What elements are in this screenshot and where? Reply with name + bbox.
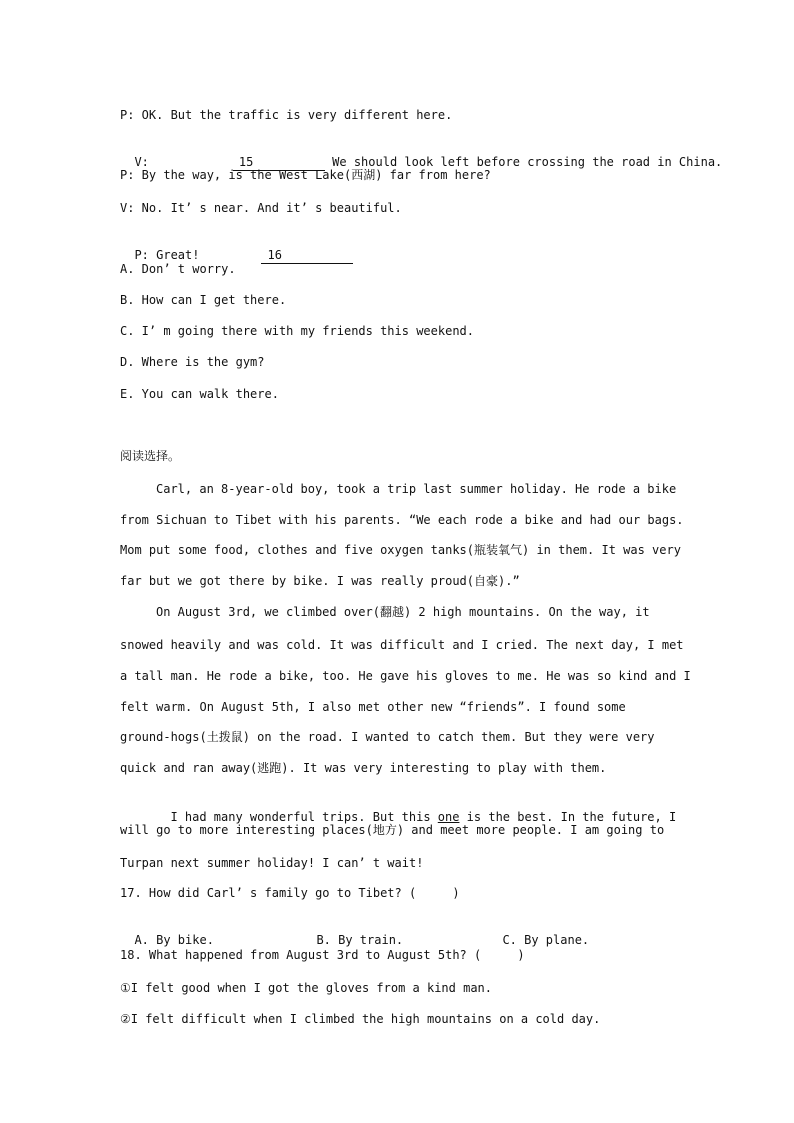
answer-blank-16[interactable]: 16 [261, 247, 353, 264]
underlined-word: one [437, 810, 460, 824]
dialogue-text: We should look left before crossing the road in China. [332, 155, 723, 169]
statement-2: ②I felt difficult when I climbed the high mountains on a cold day. [120, 1012, 601, 1026]
passage-line: On August 3rd, we climbed over(翻越) 2 high mountains. On the way, it [156, 605, 650, 619]
choice-c: C. By plane. [502, 933, 590, 947]
option-c: C. I’ m going there with my friends this weekend. [120, 324, 475, 338]
question-17: 17. How did Carl’ s family go to Tibet? ( ) [120, 886, 460, 900]
option-e: E. You can walk there. [120, 387, 279, 401]
option-b: B. How can I get there. [120, 293, 287, 307]
passage-line: I had many wonderful trips. But this one is the best. In the future, I [170, 810, 677, 824]
passage-line: will go to more interesting places(地方) and meet more people. I am going to [120, 823, 665, 837]
passage-line: quick and ran away(逃跑). It was very interesting to play with them. [120, 761, 607, 775]
passage-line: felt warm. On August 5th, I also met other new “friends”. I found some [120, 700, 626, 714]
choice-a: A. By bike. [134, 933, 214, 947]
dialogue-text: P: Great! [134, 248, 200, 262]
answer-blank-15[interactable]: 15 [233, 154, 325, 171]
passage-line: from Sichuan to Tibet with his parents. “We each rode a bike and had our bags. [120, 513, 684, 527]
passage-line: snowed heavily and was cold. It was difficult and I cried. The next day, I met [120, 638, 684, 652]
passage-line: Carl, an 8-year-old boy, took a trip last summer holiday. He rode a bike [156, 482, 677, 496]
option-d: D. Where is the gym? [120, 355, 265, 369]
dialogue-line-5 [120, 231, 353, 264]
dialogue-line-1: P: OK. But the traffic is very different here. [120, 108, 453, 122]
choice-b: B. By train. [316, 933, 404, 947]
passage-line: ground-hogs(土拨鼠) on the road. I wanted to catch them. But they were very [120, 730, 655, 744]
question-17-options [120, 916, 589, 948]
question-18: 18. What happened from August 3rd to August 5th? ( ) [120, 948, 525, 962]
passage-line: Turpan next summer holiday! I can’ t wait! [120, 856, 424, 870]
speaker-label: V: [134, 155, 149, 169]
dialogue-line-4: V: No. It’ s near. And it’ s beautiful. [120, 201, 402, 215]
passage-line: far but we got there by bike. I was really proud(自豪).” [120, 574, 520, 588]
option-a: A. Don’ t worry. [120, 262, 236, 276]
dialogue-line-3: P: By the way, is the West Lake(西湖) far from here? [120, 168, 491, 182]
passage-line: Mom put some food, clothes and five oxygen tanks(瓶装氧气) in them. It was very [120, 543, 681, 557]
statement-1: ①I felt good when I got the gloves from a kind man. [120, 981, 492, 995]
section-heading: 阅读选择。 [120, 449, 181, 463]
passage-line: a tall man. He rode a bike, too. He gave his gloves to me. He was so kind and I [120, 669, 691, 683]
